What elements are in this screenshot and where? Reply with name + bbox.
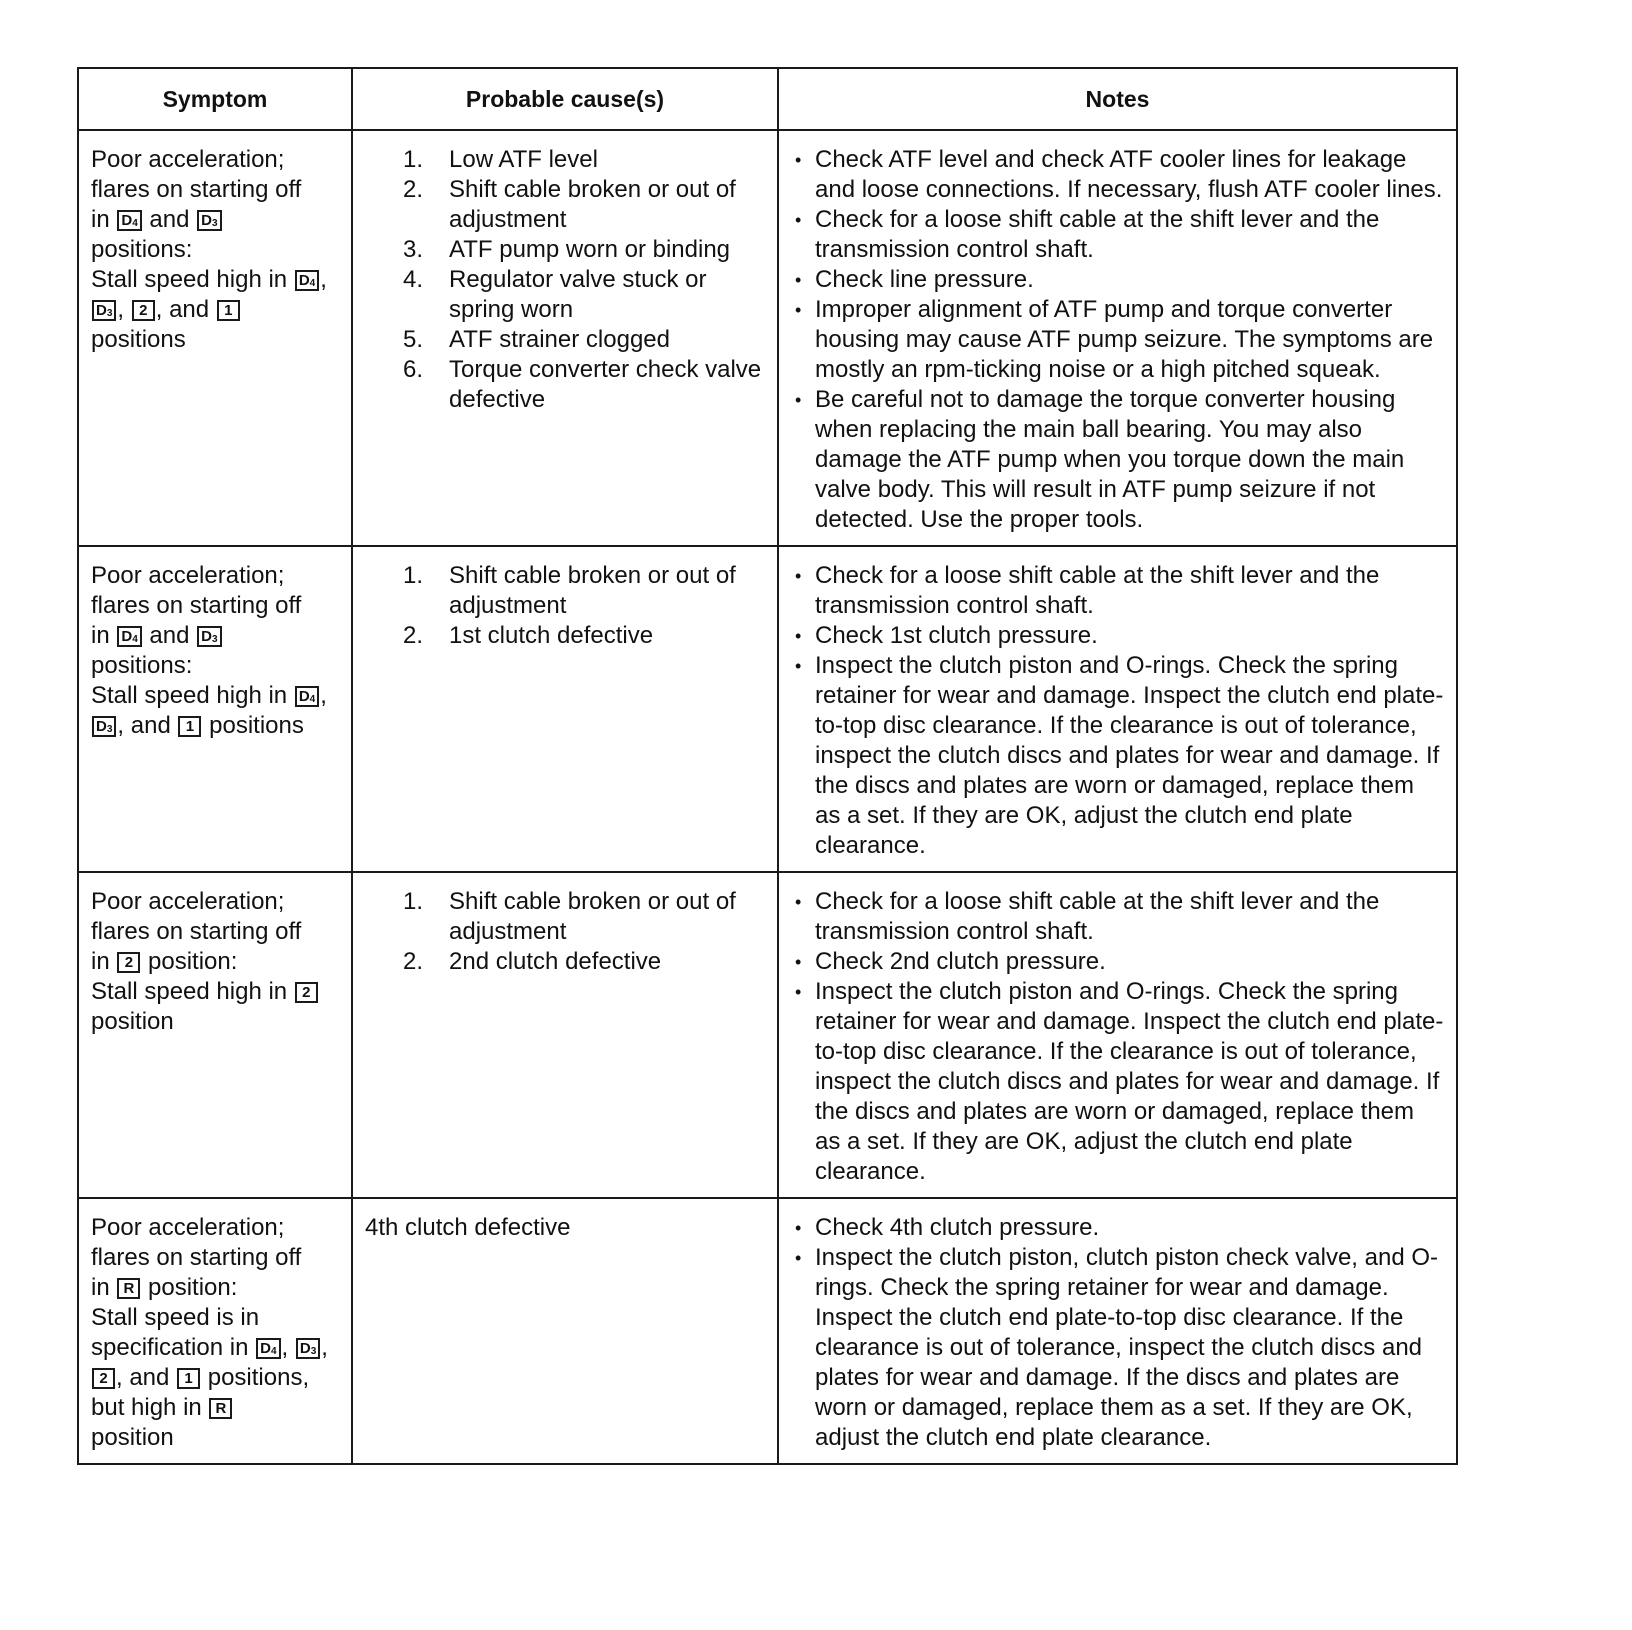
notes-cell: [778, 872, 1457, 1198]
table-header-row: [78, 68, 1457, 130]
cause-number: 1.: [403, 888, 424, 915]
symptom-text: specification in: [91, 1334, 256, 1361]
gear-position-icon: 2: [295, 982, 318, 1003]
cause-item: [403, 235, 767, 265]
cause-item: [403, 265, 767, 325]
cause-item: [403, 887, 767, 947]
note-item: [795, 1243, 1446, 1453]
cause-item: [403, 145, 767, 175]
symptom-text: Stall speed high in: [91, 682, 294, 709]
cause-item: [403, 561, 767, 621]
header-probable-causes: Probable cause(s): [352, 68, 778, 130]
symptom-line: Poor acceleration;: [91, 1214, 285, 1241]
gear-position-icon: 1: [178, 716, 201, 737]
causes-cell: [352, 872, 778, 1198]
causes-cell: [352, 546, 778, 872]
symptom-line: [91, 977, 341, 1007]
note-text: Check line pressure.: [815, 266, 1034, 293]
table-row: [78, 546, 1457, 872]
note-text: Check 4th clutch pressure.: [815, 1214, 1100, 1241]
bullet-icon: •: [795, 952, 802, 972]
symptom-text: in: [91, 622, 117, 649]
symptom-line: [91, 1393, 341, 1423]
symptom-text: position:: [141, 1274, 238, 1301]
cause-text: Regulator valve stuck or spring worn: [449, 266, 707, 323]
note-text: Check ATF level and check ATF cooler lines for leakage and loose connections. If necessary, flush ATF cooler lines.: [815, 146, 1443, 203]
symptom-line: [91, 1333, 341, 1363]
note-text: Improper alignment of ATF pump and torque converter housing may cause ATF pump seizure. The symptoms are mostly an rpm-ticking noise or a high pitched squeak.: [815, 296, 1434, 383]
symptom-line: [91, 947, 341, 977]
table-row: [78, 1198, 1457, 1464]
note-item: [795, 385, 1446, 535]
notes-list: [791, 1213, 1446, 1453]
bullet-icon: •: [795, 300, 802, 320]
note-text: Inspect the clutch piston and O-rings. Check the spring retainer for wear and damage. Inspect the clutch end plate-to-top disc clearance. If the clearance is out of tolerance, inspect the clutch discs and plates for wear and damage. If the discs and plates are worn or damaged, replace them as a set. If they are OK, adjust the clutch end plate clearance.: [815, 652, 1444, 859]
symptom-line: Poor acceleration;: [91, 562, 285, 589]
gear-position-icon: $D_4$: [295, 686, 319, 707]
cause-text: ATF pump worn or binding: [449, 236, 731, 263]
symptom-text: ,: [320, 266, 327, 293]
symptom-text: ,: [117, 296, 131, 323]
symptom-line: flares on starting off: [91, 176, 302, 203]
cause-item: [403, 175, 767, 235]
cause-text: Shift cable broken or out of adjustment: [449, 176, 736, 233]
symptom-cell: [78, 546, 352, 872]
symptom-text: , and: [155, 296, 216, 323]
bullet-icon: •: [795, 982, 802, 1002]
symptom-text: position:: [141, 948, 238, 975]
note-item: [795, 561, 1446, 621]
cause-text: Shift cable broken or out of adjustment: [449, 888, 736, 945]
bullet-icon: •: [795, 270, 802, 290]
symptom-text: ,: [321, 1334, 328, 1361]
bullet-icon: •: [795, 210, 802, 230]
note-text: Inspect the clutch piston, clutch piston check valve, and O-rings. Check the spring retainer for wear and damage. Inspect the clutch end plate-to-top disc clearance. If the clearance is out of tolerance, inspect the clutch discs and plates for wear and damage. If the discs and plates are worn or damaged, replace them as a set. If they are OK, adjust the clutch end plate clearance.: [815, 1244, 1438, 1451]
causes-cell: [352, 1198, 778, 1464]
gear-position-icon: $D_4$: [295, 270, 319, 291]
gear-position-icon: 2: [117, 952, 140, 973]
cause-number: 2.: [403, 176, 424, 203]
gear-position-icon: $D_4$: [256, 1338, 280, 1359]
symptom-text: ,: [320, 682, 327, 709]
symptom-line: [91, 265, 341, 295]
symptom-text: , and: [116, 1364, 177, 1391]
symptom-text: Stall speed high in: [91, 978, 294, 1005]
table-body: [78, 130, 1457, 1464]
symptom-text: and: [142, 206, 197, 233]
note-item: [795, 205, 1446, 265]
symptom-line: [91, 681, 341, 711]
notes-cell: [778, 1198, 1457, 1464]
note-text: Check 1st clutch pressure.: [815, 622, 1098, 649]
gear-position-icon: R: [209, 1398, 232, 1419]
gear-position-icon: 2: [92, 1368, 115, 1389]
symptom-text: in: [91, 948, 117, 975]
symptom-line: [91, 711, 341, 741]
cause-number: 4.: [403, 266, 424, 293]
cause-text: 4th clutch defective: [365, 1214, 571, 1241]
note-item: [795, 947, 1446, 977]
cause-list: [365, 561, 767, 651]
symptom-line: [91, 621, 341, 651]
bullet-icon: •: [795, 626, 802, 646]
cause-item: [403, 325, 767, 355]
gear-position-icon: 2: [132, 300, 155, 321]
bullet-icon: •: [795, 1218, 802, 1238]
causes-cell: [352, 130, 778, 546]
bullet-icon: •: [795, 566, 802, 586]
cause-number: 2.: [403, 622, 424, 649]
notes-cell: [778, 546, 1457, 872]
cause-text: Torque converter check valve defective: [449, 356, 762, 413]
bullet-icon: •: [795, 390, 802, 410]
gear-position-icon: $D_4$: [117, 210, 141, 231]
symptom-line: flares on starting off: [91, 918, 302, 945]
cause-number: 1.: [403, 146, 424, 173]
gear-position-icon: $D_3$: [296, 1338, 320, 1359]
cause-text: ATF strainer clogged: [449, 326, 670, 353]
note-text: Inspect the clutch piston and O-rings. Check the spring retainer for wear and damage. Inspect the clutch end plate-to-top disc clearance. If the clearance is out of tolerance, inspect the clutch discs and plates for wear and damage. If the discs and plates are worn or damaged, replace them as a set. If they are OK, adjust the clutch end plate clearance.: [815, 978, 1444, 1185]
cause-item: [403, 355, 767, 415]
gear-position-icon: 1: [177, 1368, 200, 1389]
symptom-line: position: [91, 1008, 174, 1035]
cause-number: 6.: [403, 356, 424, 383]
cause-text: 1st clutch defective: [449, 622, 654, 649]
gear-position-icon: 1: [217, 300, 240, 321]
note-item: [795, 651, 1446, 861]
symptom-line: flares on starting off: [91, 592, 302, 619]
symptom-text: positions: [202, 712, 304, 739]
cause-text: Low ATF level: [449, 146, 598, 173]
symptom-line: positions: [91, 326, 186, 353]
gear-position-icon: $D_3$: [197, 210, 221, 231]
symptom-line: positions:: [91, 652, 193, 679]
symptom-text: but high in: [91, 1394, 209, 1421]
bullet-icon: •: [795, 656, 802, 676]
symptom-text: Stall speed high in: [91, 266, 294, 293]
note-text: Check for a loose shift cable at the shift lever and the transmission control shaft.: [815, 888, 1380, 945]
note-item: [795, 265, 1446, 295]
cause-list: [365, 145, 767, 415]
cause-text: 2nd clutch defective: [449, 948, 662, 975]
gear-position-icon: R: [117, 1278, 140, 1299]
troubleshooting-table: [77, 67, 1458, 1465]
cause-item: [403, 621, 767, 651]
table-row: [78, 872, 1457, 1198]
table-row: [78, 130, 1457, 546]
note-item: [795, 977, 1446, 1187]
note-item: [795, 621, 1446, 651]
symptom-cell: [78, 1198, 352, 1464]
notes-cell: [778, 130, 1457, 546]
header-symptom: Symptom: [78, 68, 352, 130]
symptom-line: [91, 295, 341, 325]
header-notes: Notes: [778, 68, 1457, 130]
cause-list: [365, 887, 767, 977]
cause-text: Shift cable broken or out of adjustment: [449, 562, 736, 619]
note-item: [795, 1213, 1446, 1243]
note-text: Check for a loose shift cable at the shift lever and the transmission control shaft.: [815, 562, 1380, 619]
cause-number: 1.: [403, 562, 424, 589]
symptom-line: positions:: [91, 236, 193, 263]
cause-number: 5.: [403, 326, 424, 353]
bullet-icon: •: [795, 892, 802, 912]
symptom-line: Poor acceleration;: [91, 888, 285, 915]
note-text: Be careful not to damage the torque converter housing when replacing the main ball bearing. You may also damage the ATF pump when you torque down the main valve body. This will result in ATF pump seizure if not detected. Use the proper tools.: [815, 386, 1405, 533]
symptom-text: ,: [281, 1334, 295, 1361]
gear-position-icon: $D_4$: [117, 626, 141, 647]
symptom-cell: [78, 130, 352, 546]
cause-number: 2.: [403, 948, 424, 975]
symptom-line: position: [91, 1424, 174, 1451]
symptom-line: Poor acceleration;: [91, 146, 285, 173]
cause-number: 3.: [403, 236, 424, 263]
symptom-text: in: [91, 1274, 117, 1301]
note-item: [795, 887, 1446, 947]
symptom-text: , and: [117, 712, 178, 739]
symptom-cell: [78, 872, 352, 1198]
note-text: Check for a loose shift cable at the shift lever and the transmission control shaft.: [815, 206, 1380, 263]
symptom-line: flares on starting off: [91, 1244, 302, 1271]
bullet-icon: •: [795, 1248, 802, 1268]
symptom-text: positions,: [201, 1364, 310, 1391]
note-item: [795, 145, 1446, 205]
notes-list: [791, 145, 1446, 535]
bullet-icon: •: [795, 150, 802, 170]
notes-list: [791, 561, 1446, 861]
gear-position-icon: $D_3$: [197, 626, 221, 647]
symptom-text: and: [142, 622, 197, 649]
note-text: Check 2nd clutch pressure.: [815, 948, 1106, 975]
symptom-line: [91, 1273, 341, 1303]
cause-item: [403, 947, 767, 977]
notes-list: [791, 887, 1446, 1187]
symptom-line: [91, 1363, 341, 1393]
symptom-line: Stall speed is in: [91, 1304, 260, 1331]
symptom-line: [91, 205, 341, 235]
gear-position-icon: $D_3$: [92, 716, 116, 737]
symptom-text: in: [91, 206, 117, 233]
note-item: [795, 295, 1446, 385]
gear-position-icon: $D_3$: [92, 300, 116, 321]
